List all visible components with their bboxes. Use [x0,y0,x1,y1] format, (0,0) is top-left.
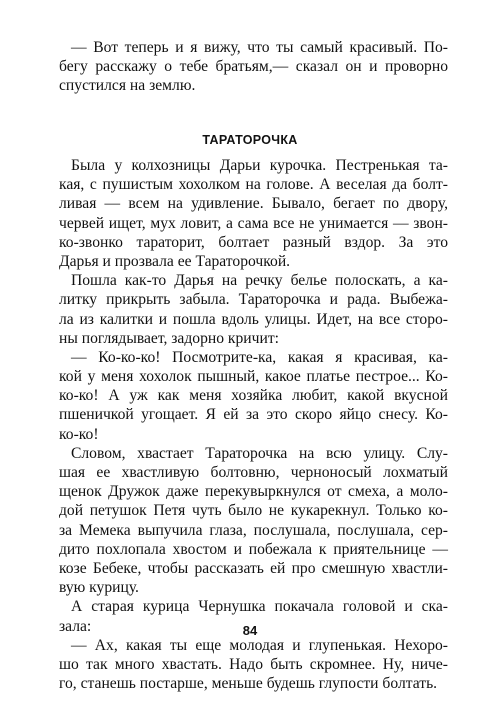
text-line: дой петушок Петя чуть было не кукарекнул. Только ко- [59,502,448,520]
text-line: литку прикрыть забыла. Тараторочка и рада. Выбежа- [59,291,448,309]
text-line: бегу расскажу о тебе братьям,— сказал он и проворно [59,58,448,76]
text-line: козе Бебеке, чтобы рассказать ей про смешную хвастли- [59,559,448,577]
text-line: ко-ко! [59,425,99,443]
text-line: шо так много хвастать. Надо быть скромнее. Ну, ниче- [59,655,448,673]
text-line: го, станешь постарше, меньше будешь глупости болтать. [59,675,438,693]
intro-paragraph [59,38,448,96]
text-line: ко-звонко тараторит, болтает разный вздор. За это [59,233,448,251]
story-body [59,156,448,693]
page-number: 84 [242,623,258,638]
text-line: — Ко-ко-ко! Посмотрите-ка, какая я красивая, ка- [71,348,448,366]
text-line: — Вот теперь и я вижу, что ты самый красивый. По- [71,39,448,56]
text-line: кая, с пушистым хохолком на голове. А веселая да болт- [59,176,448,194]
text-line: спустился на землю. [59,77,196,95]
text-line: зала: [59,617,92,635]
text-line: — Ах, какая ты еще молодая и глупенькая. Нехоро- [71,636,448,654]
text-line: дито похлопала хвостом и побежала к приятельнице — [59,540,448,558]
text-line: кой у меня хохолок пышный, какое платье пестрое... Ко- [59,368,448,386]
text-line: ны поглядывает, задорно кричит: [59,329,279,347]
text-line: А старая курица Чернушка покачала головой и ска- [71,598,448,616]
story-title: ТАРАТОРОЧКА [202,133,298,147]
text-line: шая ее хвастливую болтовню, черноносый лохматый [59,464,448,481]
text-line: щенок Дружок даже перекувыркнулся от смеха, а моло- [59,483,448,501]
text-line: вую курицу. [59,579,139,597]
text-line: ла из калитки и пошла вдоль улицы. Идет, на все сторо- [59,310,448,328]
text-line: за Мемека выпучила глаза, послушала, послушала, сер- [59,521,448,539]
text-line: червей ищет, мух ловит, а сама все не унимается — звон- [59,214,448,232]
text-line: пшеничкой угощает. Я ей за это скоро яйцо снесу. Ко- [59,406,448,424]
text-line: ливая — всем на удивление. Бывало, бегает по двору, [59,195,448,213]
text-line: Была у колхозницы Дарьи курочка. Пестренькая та- [71,157,448,174]
text-line: Пошла как-то Дарья на речку белье полоскать, а ка- [71,272,448,290]
text-line: ко-ко! А уж как меня хозяйка любит, какой вкусной [59,387,448,405]
text-line: Дарья и прозвала ее Тараторочкой. [59,252,291,270]
text-line: Словом, хвастает Тараторочка на всю улицу. Слу- [71,444,448,462]
